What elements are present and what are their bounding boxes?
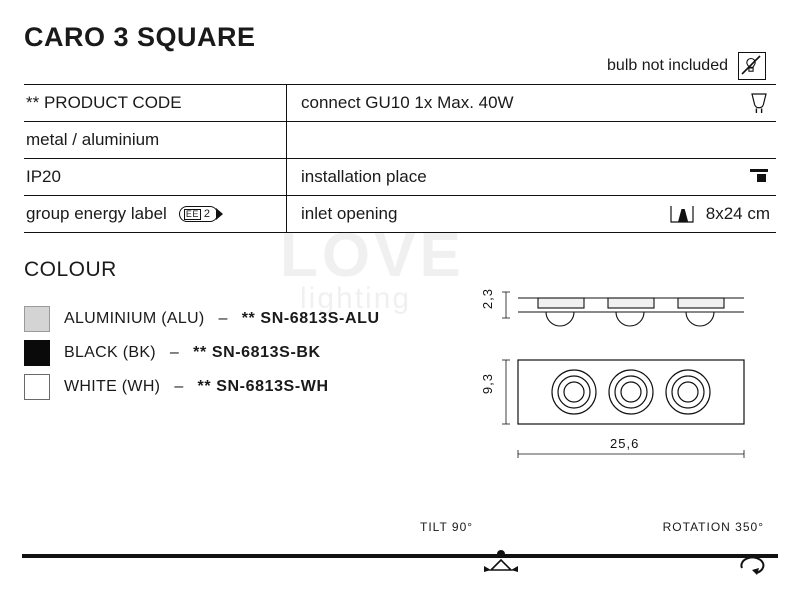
spec-left-label: metal / aluminium xyxy=(26,130,160,149)
front-view-drawing xyxy=(518,360,744,424)
table-row xyxy=(24,85,776,122)
energy-label-class: 2 xyxy=(203,208,211,220)
dimension-width xyxy=(518,450,744,458)
table-row xyxy=(24,159,776,196)
energy-label-ee: EE xyxy=(185,208,199,219)
colour-dash: – xyxy=(174,378,184,395)
spec-table xyxy=(24,84,776,233)
spec-right-cell xyxy=(287,159,776,195)
no-bulb-icon xyxy=(738,52,766,80)
colour-heading: COLOUR xyxy=(24,258,117,281)
tilt-arrows-icon xyxy=(478,542,524,572)
spec-left-label: group energy label xyxy=(26,204,167,223)
spec-right-cell xyxy=(287,85,776,121)
spec-left-label: IP20 xyxy=(26,167,61,186)
colour-code: ** SN-6813S-ALU xyxy=(241,310,380,327)
spec-left-cell xyxy=(24,159,286,195)
footer-bar xyxy=(22,554,778,558)
tilt-label: TILT 90° xyxy=(420,520,474,534)
spec-left-cell xyxy=(24,196,286,232)
colour-name: BLACK (BK) xyxy=(64,344,156,361)
colour-dash: – xyxy=(169,344,180,361)
technical-drawings xyxy=(478,268,778,468)
gu10-bulb-icon xyxy=(748,91,770,115)
inlet-opening-group xyxy=(668,203,770,225)
front-height-label: 9,3 xyxy=(480,373,495,395)
list-item xyxy=(24,370,380,404)
spec-right-label: connect GU10 1x Max. 40W xyxy=(301,93,514,112)
page-title: CARO 3 SQUARE xyxy=(24,22,256,52)
dimension-front-height xyxy=(502,360,510,424)
inlet-size-label: 8x24 cm xyxy=(705,204,770,223)
colour-swatch-black xyxy=(24,340,50,366)
colour-swatch-aluminium xyxy=(24,306,50,332)
side-view-drawing xyxy=(518,298,744,326)
watermark-line1: LOVE xyxy=(280,221,465,290)
list-item xyxy=(24,336,380,370)
spec-right-cell xyxy=(287,196,776,232)
side-height-label: 2,3 xyxy=(480,288,495,310)
bulb-note-label: bulb not included xyxy=(607,57,728,74)
inlet-opening-icon xyxy=(668,203,698,225)
spec-right-cell xyxy=(287,122,776,158)
colour-list xyxy=(24,302,380,404)
energy-label-badge xyxy=(179,206,219,222)
spec-left-cell xyxy=(24,122,286,158)
colour-name: WHITE (WH) xyxy=(64,378,161,395)
colour-dash: – xyxy=(218,310,228,327)
spec-left-label: ** PRODUCT CODE xyxy=(26,93,182,112)
list-item xyxy=(24,302,380,336)
watermark-line2: lighting xyxy=(300,282,412,315)
rotation-arrow-icon xyxy=(736,546,770,576)
spec-right-label: installation place xyxy=(301,167,427,186)
rotation-label: ROTATION 350° xyxy=(662,520,764,534)
table-row xyxy=(24,122,776,159)
colour-swatch-white xyxy=(24,374,50,400)
bulb-not-included-note xyxy=(607,52,766,80)
colour-name: ALUMINIUM (ALU) xyxy=(64,310,205,327)
colour-code: ** SN-6813S-WH xyxy=(197,378,329,395)
spec-left-cell xyxy=(24,85,286,121)
colour-code: ** SN-6813S-BK xyxy=(193,344,321,361)
dimension-side-height xyxy=(502,292,510,318)
ceiling-recessed-icon xyxy=(748,167,770,187)
table-row xyxy=(24,196,776,232)
width-label: 25,6 xyxy=(610,436,640,451)
spec-right-label: inlet opening xyxy=(301,204,398,223)
